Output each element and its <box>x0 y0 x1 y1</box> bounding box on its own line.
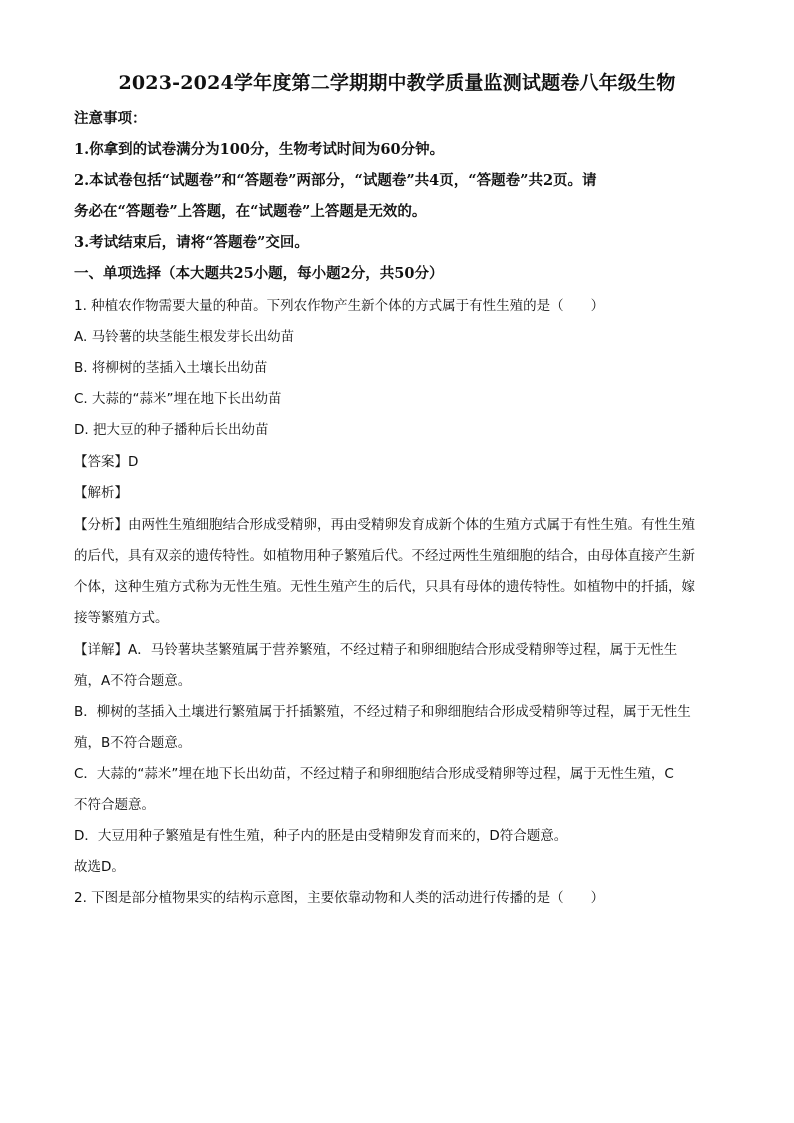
section-heading: 一、单项选择（本大题共25小题，每小题2分，共50分） <box>74 265 444 282</box>
note-2-line-1: 2.本试卷包括“试题卷”和“答题卷”两部分，“试题卷”共4页，“答题卷”共2页。请 <box>74 172 597 189</box>
detail-line: 【详解】A．马铃薯块茎繁殖属于营养繁殖，不经过精子和卵细胞结合形成受精卵等过程，属于无性生 <box>74 642 678 658</box>
answer-label: 【答案】D <box>74 454 139 470</box>
analysis-line: 的后代，具有双亲的遗传特性。如植物用种子繁殖后代。不经过两性生殖细胞的结合，由母体直接产生新 <box>74 548 695 564</box>
analysis-label: 【解析】 <box>74 485 128 501</box>
question-1-option-b: B. 将柳树的茎插入土壤长出幼苗 <box>74 360 268 376</box>
question-1-option-c: C. 大蒜的“蒜米”埋在地下长出幼苗 <box>74 391 282 407</box>
analysis-line: 接等繁殖方式。 <box>74 610 169 626</box>
analysis-line: 个体，这种生殖方式称为无性生殖。无性生殖产生的后代，只具有母体的遗传特性。如植物中的扦插，嫁 <box>74 579 695 595</box>
note-1: 1.你拿到的试卷满分为100分，生物考试时间为60分钟。 <box>74 141 445 158</box>
detail-line: 殖，B不符合题意。 <box>74 735 192 751</box>
analysis-line: 【分析】由两性生殖细胞结合形成受精卵，再由受精卵发育成新个体的生殖方式属于有性生殖。有性生殖 <box>74 517 695 533</box>
notes-heading: 注意事项： <box>74 110 147 127</box>
conclusion-line: 故选D。 <box>74 859 125 875</box>
detail-line: D．大豆用种子繁殖是有性生殖，种子内的胚是由受精卵发育而来的，D符合题意。 <box>74 828 568 844</box>
page-title: 2023-2024学年度第二学期期中教学质量监测试题卷八年级生物 <box>118 72 676 94</box>
note-2-line-2: 务必在“答题卷”上答题，在“试题卷”上答题是无效的。 <box>74 203 427 220</box>
question-1-option-d: D. 把大豆的种子播种后长出幼苗 <box>74 422 269 438</box>
question-1-option-a: A. 马铃薯的块茎能生根发芽长出幼苗 <box>74 329 295 345</box>
detail-line: C．大蒜的“蒜米”埋在地下长出幼苗，不经过精子和卵细胞结合形成受精卵等过程，属于无性生殖，C <box>74 766 674 782</box>
question-1-stem: 1. 种植农作物需要大量的种苗。下列农作物产生新个体的方式属于有性生殖的是（ ） <box>74 298 605 314</box>
question-2-stem: 2. 下图是部分植物果实的结构示意图，主要依靠动物和人类的活动进行传播的是（ ） <box>74 890 605 906</box>
note-3: 3.考试结束后，请将“答题卷”交回。 <box>74 234 309 251</box>
detail-line: B．柳树的茎插入土壤进行繁殖属于扦插繁殖，不经过精子和卵细胞结合形成受精卵等过程，属于无性生 <box>74 704 691 720</box>
detail-line: 殖，A不符合题意。 <box>74 673 192 689</box>
detail-line: 不符合题意。 <box>74 797 155 813</box>
